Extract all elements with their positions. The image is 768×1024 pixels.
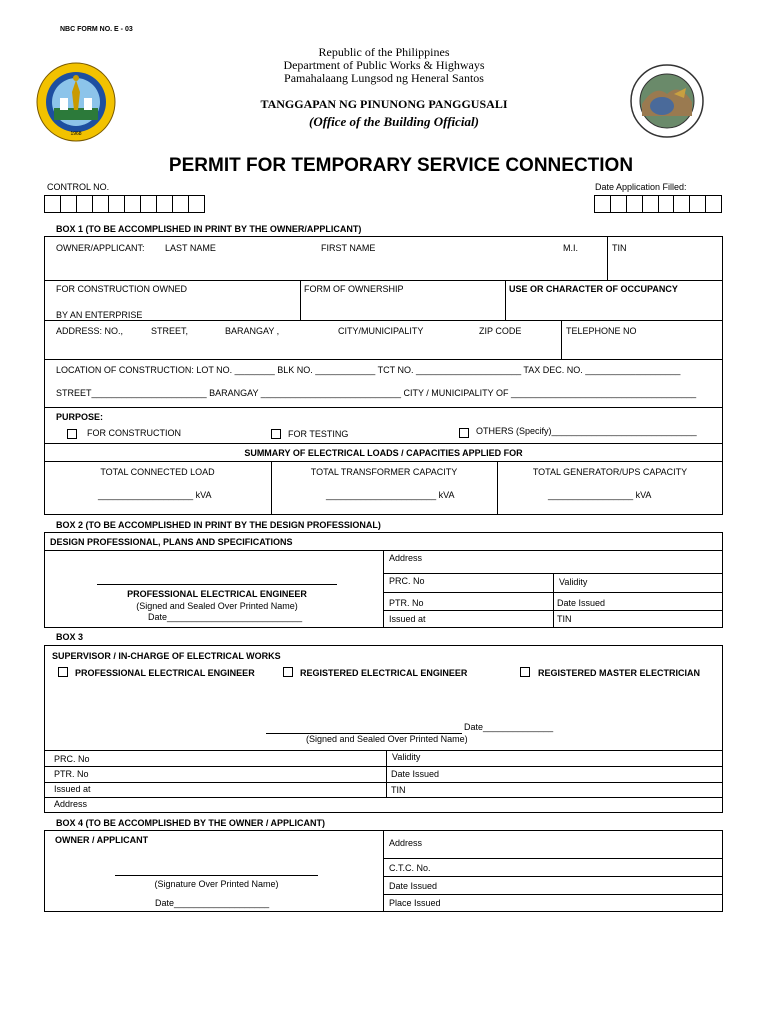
generator-kva[interactable]: _________________ kVA: [548, 490, 652, 500]
form-of-ownership-label: FORM OF OWNERSHIP: [304, 284, 404, 294]
supervisor-ptr-label: PTR. No: [54, 769, 89, 779]
header-city-government: Pamahalaang Lungsod ng Heneral Santos: [284, 71, 484, 85]
place-issued-label: Place Issued: [389, 898, 441, 908]
connected-load-kva[interactable]: ___________________ kVA: [98, 490, 212, 500]
address-barangay-label: BARANGAY ,: [225, 326, 280, 336]
purpose-label: PURPOSE:: [56, 412, 104, 422]
design-date-issued-label: Date Issued: [557, 598, 606, 608]
zip-code-label: ZIP CODE: [479, 326, 522, 336]
supervisor-address-label: Address: [54, 799, 88, 809]
box4-heading: BOX 4 (TO BE ACCOMPLISHED BY THE OWNER / APPLICANT): [56, 818, 326, 828]
owner-date-label: Date___________________: [155, 898, 270, 908]
others-checkbox[interactable]: [459, 428, 469, 438]
supervisor-issued-at-label: Issued at: [54, 784, 91, 794]
for-construction-label: FOR CONSTRUCTION: [87, 428, 181, 438]
svg-text:1968: 1968: [70, 131, 82, 137]
supervisor-signed-label: (Signed and Sealed Over Printed Name): [306, 734, 468, 744]
header-office: TANGGAPAN NG PINUNONG PANGGUSALI: [260, 97, 508, 111]
supervisor-validity-label: Validity: [392, 752, 421, 762]
supervisor-prc-label: PRC. No: [54, 754, 90, 764]
for-construction-checkbox[interactable]: [67, 429, 77, 439]
header-office-english: (Office of the Building Official): [309, 114, 479, 129]
first-name-label: FIRST NAME: [321, 243, 376, 253]
box2-heading: BOX 2 (TO BE ACCOMPLISHED IN PRINT BY THE DESIGN PROFESSIONAL): [56, 520, 381, 530]
form-number: NBC FORM NO. E - 03: [60, 26, 133, 33]
for-testing-checkbox[interactable]: [271, 429, 281, 439]
for-testing-label: FOR TESTING: [288, 429, 349, 439]
total-connected-load-label: TOTAL CONNECTED LOAD: [100, 467, 215, 477]
control-no-boxes[interactable]: [44, 195, 205, 213]
owner-applicant-heading: OWNER / APPLICANT: [55, 835, 149, 845]
date-filed-label: Date Application Filled:: [595, 182, 687, 192]
owner-address-label: Address: [389, 838, 423, 848]
header-republic: Republic of the Philippines: [318, 45, 450, 59]
owner-applicant-label: OWNER/APPLICANT:: [56, 243, 145, 253]
design-prc-label: PRC. No: [389, 576, 425, 586]
design-role-label: PROFESSIONAL ELECTRICAL ENGINEER: [127, 589, 307, 599]
address-street-label: STREET,: [151, 326, 189, 336]
total-generator-label: TOTAL GENERATOR/UPS CAPACITY: [532, 467, 688, 477]
box3-heading: BOX 3: [56, 632, 84, 642]
owner-signature-label: (Signature Over Printed Name): [154, 879, 279, 889]
supervisor-heading: SUPERVISOR / IN-CHARGE OF ELECTRICAL WORKS: [52, 651, 281, 661]
professional-ee-label: PROFESSIONAL ELECTRICAL ENGINEER: [75, 668, 255, 678]
use-of-occupancy-label: USE OR CHARACTER OF OCCUPANCY: [509, 284, 678, 294]
mi-label: M.I.: [563, 243, 578, 253]
design-validity-label: Validity: [559, 577, 588, 587]
design-professional-heading: DESIGN PROFESSIONAL, PLANS AND SPECIFICATIONS: [50, 537, 293, 547]
telephone-label: TELEPHONE NO: [566, 326, 637, 336]
address-no-label: ADDRESS: NO.,: [56, 326, 124, 336]
control-no-label: CONTROL NO.: [47, 182, 110, 192]
summary-heading: SUMMARY OF ELECTRICAL LOADS / CAPACITIES APPLIED FOR: [244, 448, 523, 458]
ctc-no-label: C.T.C. No.: [389, 863, 431, 873]
design-address-label: Address: [389, 553, 423, 563]
design-signed-label: (Signed and Sealed Over Printed Name): [136, 601, 298, 611]
tin-label: TIN: [612, 243, 627, 253]
location-line-1: LOCATION OF CONSTRUCTION: LOT NO. ________ BLK NO. ____________ TCT NO. _____________________ TAX DEC. NO. ___________________: [56, 365, 681, 375]
owner-date-issued-label: Date Issued: [389, 881, 438, 891]
last-name-label: LAST NAME: [165, 243, 216, 253]
supervisor-date-label: Date______________: [464, 722, 554, 732]
header-department: Department of Public Works & Highways: [283, 58, 485, 72]
master-electrician-label: REGISTERED MASTER ELECTRICIAN: [538, 668, 701, 678]
total-transformer-label: TOTAL TRANSFORMER CAPACITY: [310, 467, 458, 477]
transformer-kva[interactable]: ______________________ kVA: [326, 490, 455, 500]
registered-ee-label: REGISTERED ELECTRICAL ENGINEER: [300, 668, 468, 678]
design-date-label: Date___________________________: [148, 612, 303, 622]
by-enterprise-label: BY AN ENTERPRISE: [56, 310, 143, 320]
address-city-label: CITY/MUNICIPALITY: [338, 326, 424, 336]
construction-owned-label: FOR CONSTRUCTION OWNED: [56, 284, 187, 294]
design-issued-at-label: Issued at: [389, 614, 426, 624]
date-filed-boxes[interactable]: [594, 195, 722, 213]
master-electrician-checkbox[interactable]: [520, 667, 530, 677]
design-tin-label: TIN: [557, 614, 572, 624]
others-label: OTHERS (Specify)_____________________________: [476, 426, 697, 436]
design-ptr-label: PTR. No: [389, 598, 424, 608]
box1-heading: BOX 1 (TO BE ACCOMPLISHED IN PRINT BY THE OWNER/APPLICANT): [56, 224, 362, 234]
professional-ee-checkbox[interactable]: [58, 667, 68, 677]
location-line-2: STREET_______________________ BARANGAY ____________________________ CITY / MUNICIPALITY OF _____________________________________: [56, 388, 697, 398]
registered-ee-checkbox[interactable]: [283, 667, 293, 677]
form-title: PERMIT FOR TEMPORARY SERVICE CONNECTION: [168, 155, 634, 176]
supervisor-date-issued-label: Date Issued: [391, 769, 440, 779]
supervisor-tin-label: TIN: [391, 785, 406, 795]
